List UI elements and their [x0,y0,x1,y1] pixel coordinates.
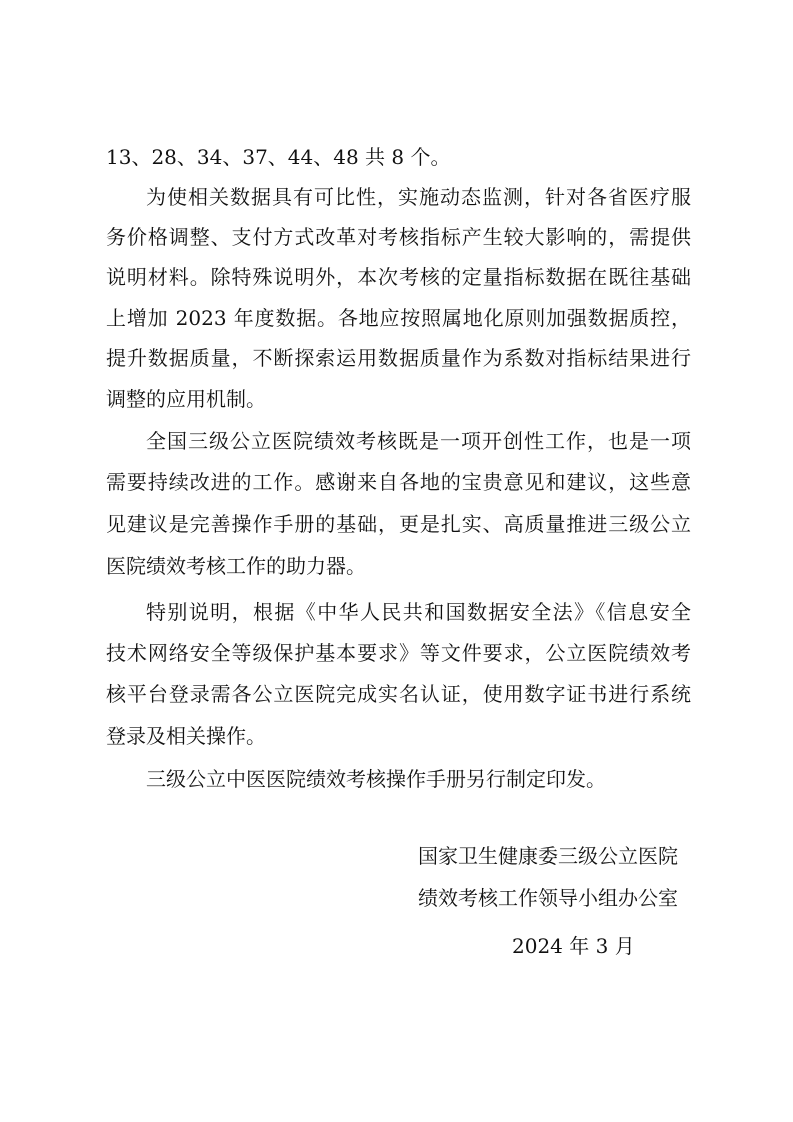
paragraph-4-line-4: 登录及相关操作。 [106,724,266,748]
paragraph-5-line-1: 三级公立中医医院绩效考核操作手册另行制定印发。 [146,767,606,791]
paragraph-2-line-4: 上增加 2023 年度数据。各地应按照属地化原则加强数据质控， [106,306,691,330]
paragraph-3-line-2: 需要持续改进的工作。感谢来自各地的宝贵意见和建议，这些意 [106,470,691,494]
paragraph-4-line-2: 技术网络安全等级保护基本要求》等文件要求，公立医院绩效考 [106,641,691,665]
paragraph-4-line-1: 特别说明，根据《中华人民共和国数据安全法》《信息安全 [146,600,691,624]
paragraph-4-line-3: 核平台登录需各公立医院完成实名认证，使用数字证书进行系统 [106,682,691,706]
signature-org-line-2: 绩效考核工作领导小组办公室 [418,886,678,910]
paragraph-2-line-2: 务价格调整、支付方式改革对考核指标产生较大影响的，需提供 [106,225,691,249]
paragraph-2-line-3: 说明材料。除特殊说明外，本次考核的定量指标数据在既往基础 [106,265,691,289]
paragraph-2-line-5: 提升数据质量，不断探索运用数据质量作为系数对指标结果进行 [106,346,691,370]
paragraph-3-line-3: 见建议是完善操作手册的基础，更是扎实、高质量推进三级公立 [106,512,691,536]
paragraph-3-line-1: 全国三级公立医院绩效考核既是一项开创性工作，也是一项 [146,429,691,453]
paragraph-2-line-6: 调整的应用机制。 [106,387,266,411]
paragraph-2-line-1: 为使相关数据具有可比性，实施动态监测，针对各省医疗服 [146,185,691,209]
signature-org-line-1: 国家卫生健康委三级公立医院 [418,844,678,868]
paragraph-1-line-1: 13、28、34、37、44、48 共 8 个。 [106,145,451,169]
paragraph-3-line-4: 医院绩效考核工作的助力器。 [106,554,366,578]
signature-date: 2024 年 3 月 [512,934,635,958]
